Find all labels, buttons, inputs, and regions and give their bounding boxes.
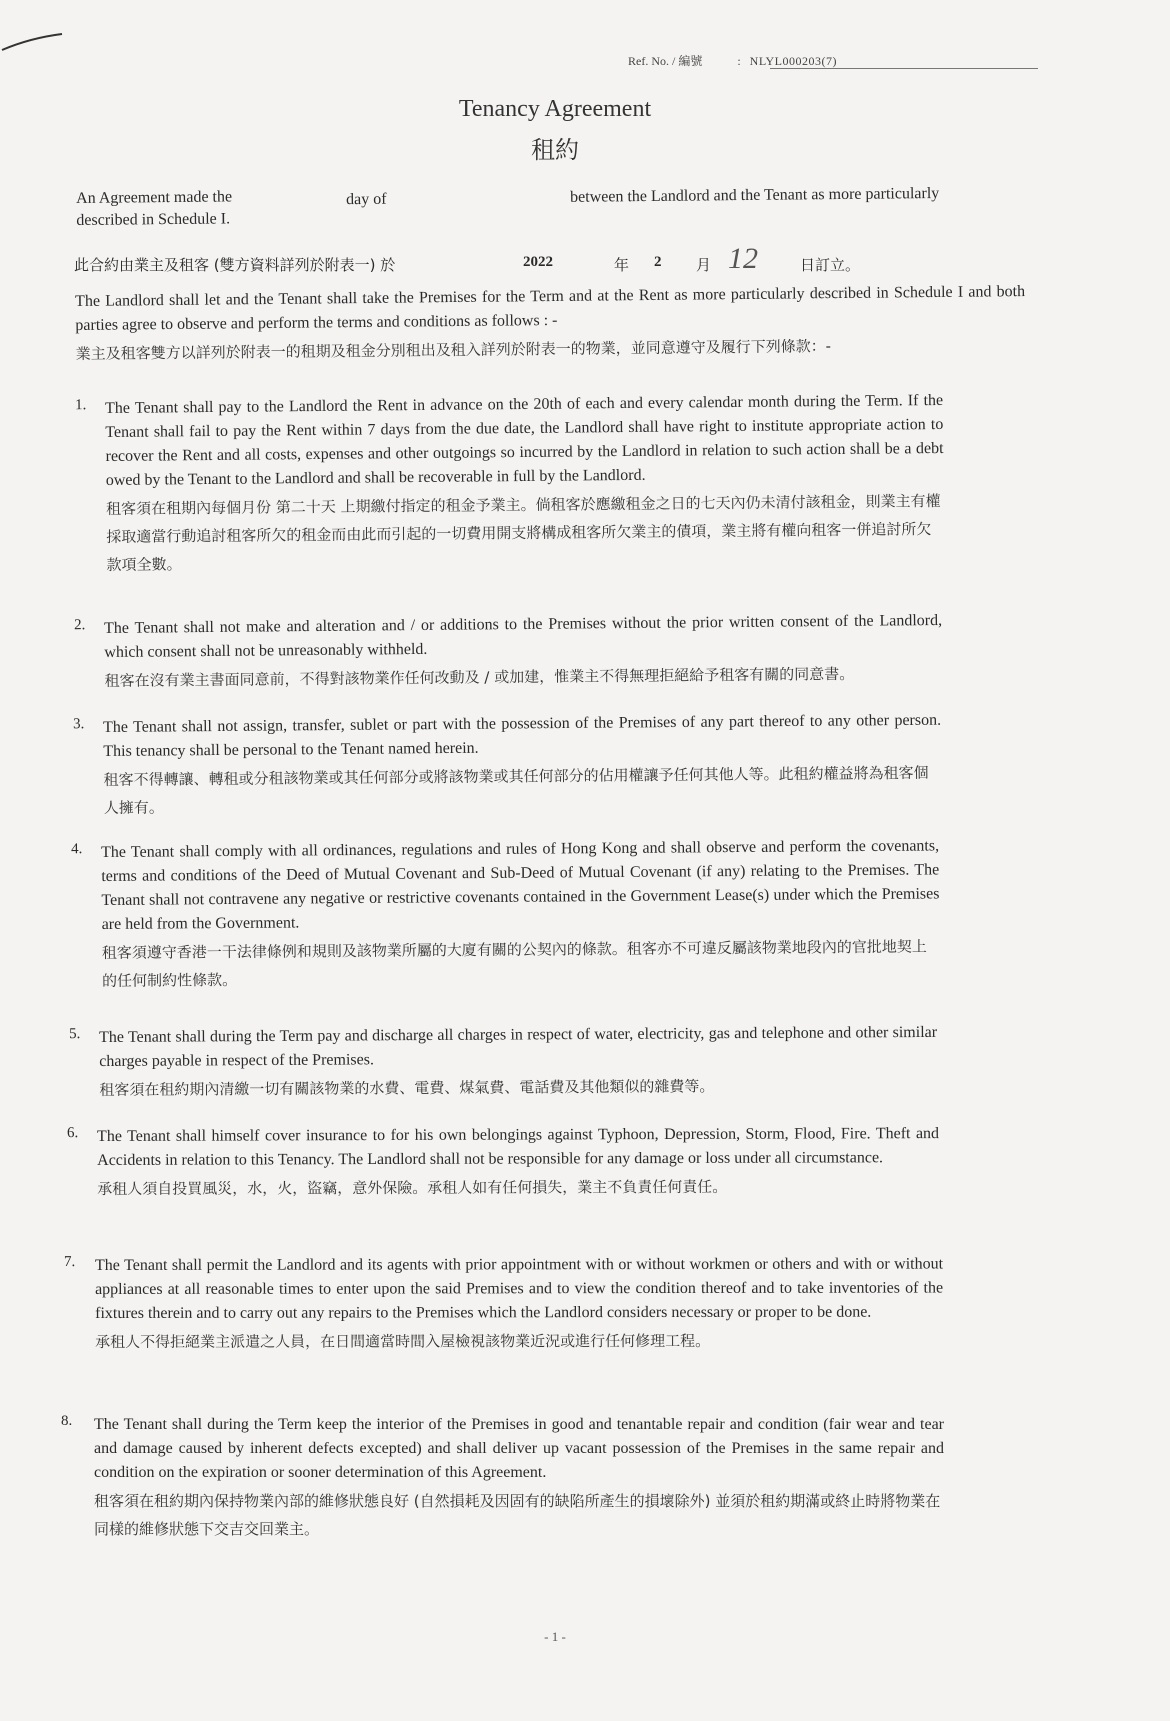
page-number: - 1 -	[544, 1629, 566, 1644]
clause-chinese: 租客須在租期內每個月份 第二十天 上期繳付指定的租金予業主。倘租客於應繳租金之日的七天內仍未清付該租金，則業主有權採取適當行動追討租客所欠的租金而由此而引起的一切費用開支將構成租客所欠業主的債項，業主將有權向租客一併追討所欠款項全數。	[105, 491, 941, 574]
clause-english: The Tenant shall pay to the Landlord the Rent in advance on the 20th of each and every calendar month during the Term. If the Tenant shall fail to pay the Rent within 7 days from the due date, the Landlord shall have right to institute appropriate action to recover the Rent and all costs, expenses and other outgoings so incurred by the Landlord in relation to such action shall be a debt owed by the Tenant to the Landlord and shall be recoverable in full by the Landlord.	[105, 391, 944, 489]
clause-chinese: 租客不得轉讓、轉租或分租該物業或其任何部分或將該物業或其任何部分的佔用權讓予任何其他人等。此租約權益將為租客個人擁有。	[103, 763, 929, 817]
clause-8	[61, 1413, 944, 1543]
clause-english: The Tenant shall during the Term keep the interior of the Premises in good and tenantable repair and condition (fair wear and tear and damage caused by inherent defects excepted) and shall deliver up vacant possession of the Premises in the same repair and condition on the expiration or sooner determination of this Agreement.	[94, 1416, 944, 1481]
clause-number: 7.	[64, 1254, 76, 1271]
clause-chinese: 租客在沒有業主書面同意前，不得對該物業作任何改動及 / 或加建，惟業主不得無理拒絕給予租客有關的同意書。	[104, 664, 855, 690]
clause-2	[74, 609, 943, 695]
ref-label: Ref. No. / 編號	[628, 54, 703, 68]
clause-4	[71, 834, 940, 995]
intro-month: 2	[654, 254, 662, 270]
intro-chinese	[74, 242, 974, 276]
clause-number: 2.	[74, 617, 86, 634]
ref-underline	[770, 68, 1038, 69]
clause-number: 1.	[75, 397, 87, 414]
intro-zh-text: 此合約由業主及租客 (雙方資料詳列於附表一) 於	[74, 256, 396, 274]
title-chinese: 租約	[531, 136, 579, 164]
clause-chinese: 承租人不得拒絕業主派遣之人員，在日間適當時間入屋檢視該物業近況或進行任何修理工程。	[95, 1331, 711, 1351]
preamble-chinese: 業主及租客雙方以詳列於附表一的租期及租金分別租出及租入詳列於附表一的物業，並同意遵守及履行下列條款：-	[75, 337, 832, 363]
clause-3	[73, 709, 942, 822]
intro-english	[76, 178, 1036, 229]
clause-6	[67, 1122, 940, 1203]
clause-english: The Tenant shall during the Term pay and discharge all charges in respect of water, electricity, gas and telephone and other similar charges payable in respect of the Premises.	[99, 1023, 938, 1070]
clause-5	[69, 1021, 938, 1104]
clause-number: 5.	[69, 1026, 81, 1043]
clause-1	[75, 389, 945, 579]
intro-day-suffix: 日訂立。	[800, 256, 861, 274]
clause-chinese: 租客須遵守香港一干法律條例和規則及該物業所屬的大廈有關的公契內的條款。租客亦不可違反屬該物業地段內的官批地契上的任何制約性條款。	[101, 937, 927, 990]
intro-en-line1: An Agreement made the described in Schedule I.	[76, 188, 233, 229]
preamble-english: The Landlord shall let and the Tenant shall take the Premises for the Term and at the Rent as more particularly described in Schedule I and both parties agree to observe and perform the terms and conditions as follows : -	[75, 283, 1026, 334]
clause-chinese: 租客須在租約期內保持物業內部的維修狀態良好 (自然損耗及因固有的缺陷所產生的損壞除外) 並須於租約期滿或終止時將物業在同樣的維修狀態下交吉交回業主。	[94, 1492, 941, 1538]
intro-day-handwritten: 12	[728, 242, 758, 275]
clause-chinese: 租客須在租約期內清繳一切有關該物業的水費、電費、煤氣費、電話費及其他類似的雜費等。	[99, 1077, 715, 1099]
clause-number: 6.	[67, 1125, 79, 1142]
intro-en-between: between the Landlord and the Tenant as more particularly	[570, 184, 940, 206]
pen-mark	[0, 30, 70, 60]
clause-english: The Tenant shall comply with all ordinances, regulations and rules of Hong Kong and shall observe and perform the covenants, terms and conditions of the Deed of Mutual Covenant and Sub-Deed of Mutual Covenant (if any) relating to the Premises. The Tenant shall not contravene any negative or restrictive covenants contained in the Government Lease(s) under which the Premises are held from the Government.	[101, 837, 940, 933]
reference-number: Ref. No. / 編號 : NLYL000203(7)	[628, 54, 837, 68]
intro-year-char: 年	[614, 256, 630, 274]
title-english: Tenancy Agreement	[458, 96, 652, 122]
clause-english: The Tenant shall permit the Landlord and its agents with prior appointment with or without workmen or others and with or without appliances at all reasonable times to enter upon the said Premises and to view the condition thereof and to take inventories of the fixtures therein and to carry out any repairs to the Premises which the Landlord considers necessary or proper to be done.	[95, 1255, 944, 1322]
clause-english: The Tenant shall not make and alteration and / or additions to the Premises without the prior written consent of the Landlord, which consent shall not be unreasonably withheld.	[104, 611, 943, 661]
intro-year: 2022	[523, 254, 553, 270]
clause-number: 8.	[61, 1413, 73, 1429]
clause-english: The Tenant shall not assign, transfer, sublet or part with the possession of the Premises of any part thereof to any other person. This tenancy shall be personal to the Tenant named herein.	[103, 711, 942, 760]
clause-chinese: 承租人須自投買風災，水，火，盜竊，意外保險。承租人如有任何損失，業主不負責任何責任。	[97, 1177, 728, 1198]
intro-month-char: 月	[696, 256, 712, 274]
preamble	[75, 280, 1026, 368]
clause-english: The Tenant shall himself cover insurance to for his own belongings against Typhoon, Depression, Storm, Flood, Fire. Theft and Accidents in relation to this Tenancy. The Landlord shall not be responsible for any damage or loss under all circumstance.	[97, 1125, 940, 1169]
ref-value: NLYL000203(7)	[749, 54, 837, 68]
intro-en-day-of: day of	[346, 190, 387, 209]
clause-number: 4.	[71, 841, 83, 858]
clause-7	[64, 1253, 944, 1356]
clause-number: 3.	[73, 716, 85, 733]
